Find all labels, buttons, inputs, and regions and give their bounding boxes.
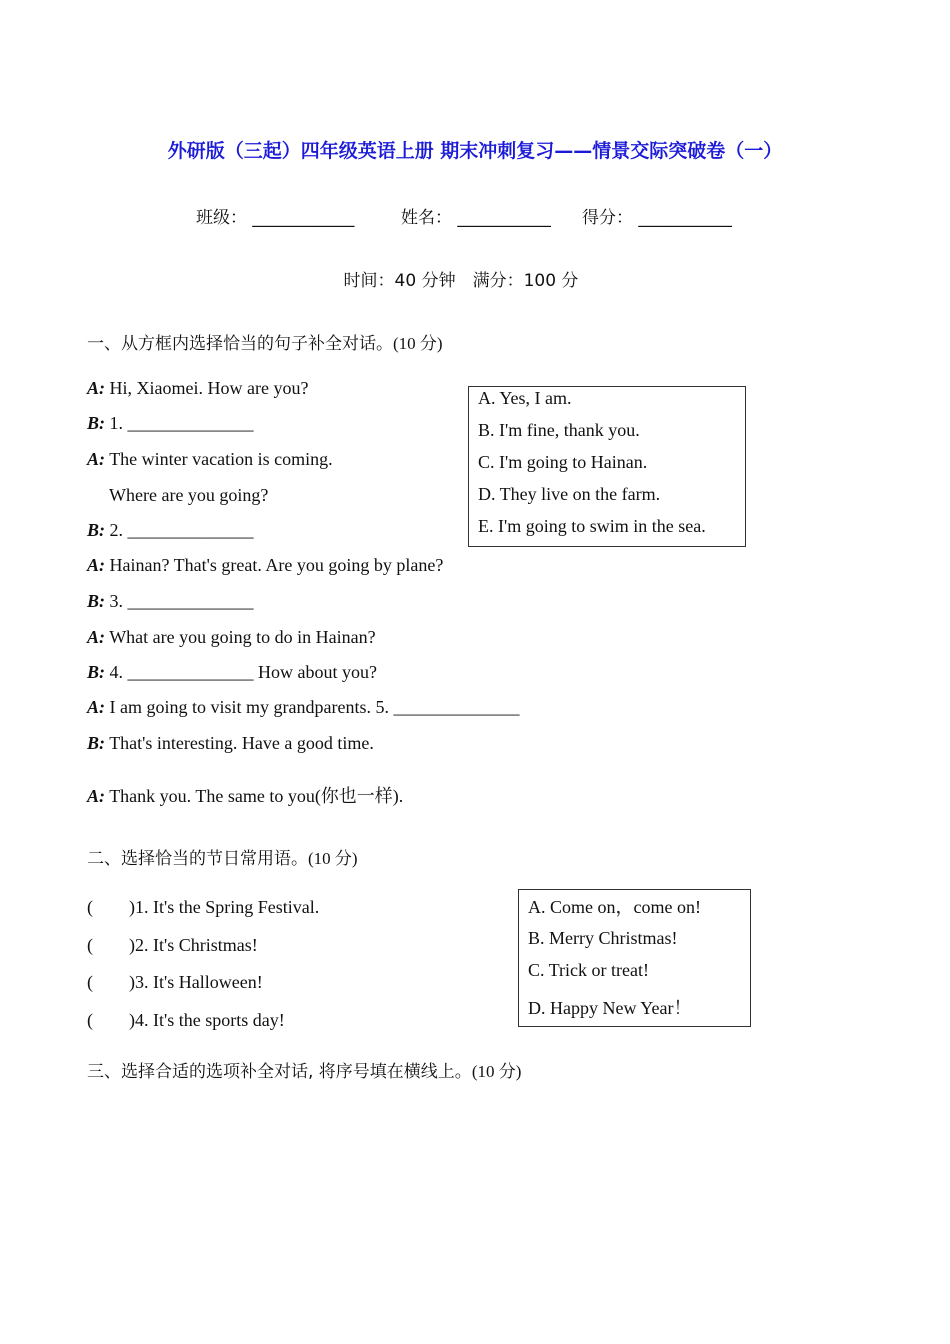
dialogue-line [87, 378, 308, 399]
section1-heading [87, 329, 443, 354]
speaker-label: B: [87, 733, 105, 753]
class-blank: ____________ [252, 208, 355, 228]
dialogue-line [87, 591, 254, 612]
option-item: B. I'm fine, thank you. [478, 420, 640, 440]
option-item: D. Happy New Year！ [528, 998, 692, 1018]
section1-options-box [468, 386, 746, 547]
score-blank: ___________ [638, 208, 732, 228]
option-item: E. I'm going to swim in the sea. [478, 516, 706, 536]
class-label: 班级： [196, 208, 247, 228]
page-title: 外研版（三起）四年级英语上册 期末冲刺复习——情景交际突破卷（一） [167, 140, 783, 162]
dialogue-text: Hainan? That's great. Are you going by plane? [109, 555, 444, 575]
class-field [196, 203, 354, 228]
time-score-line: 时间：40 分钟 满分：100 分 [343, 271, 579, 291]
score-label: 得分： [582, 208, 633, 228]
name-field [401, 203, 551, 228]
dialogue-text: That's interesting. Have a good time. [109, 733, 374, 753]
speaker-label: B: [87, 662, 105, 682]
question-item: ( )4. It's the sports day! [87, 1010, 285, 1030]
speaker-label: A: [87, 627, 105, 647]
score-field [582, 203, 732, 228]
section3-points: (10 分) [471, 1062, 522, 1081]
dialogue-line [87, 555, 443, 576]
speaker-label: B: [87, 520, 105, 540]
speaker-label: A: [87, 555, 105, 575]
speaker-label: A: [87, 378, 105, 398]
section1-heading-text: 一、从方框内选择恰当的句子补全对话。 [87, 334, 393, 354]
section3-heading [87, 1057, 521, 1082]
speaker-label: B: [87, 413, 105, 433]
section2-heading [87, 844, 358, 869]
dialogue-text: 1. ______________ [109, 413, 254, 433]
dialogue-text: Hi, Xiaomei. How are you? [109, 378, 309, 398]
section3-heading-text: 三、选择合适的选项补全对话, 将序号填在横线上。 [87, 1062, 472, 1082]
dialogue-line [87, 662, 377, 683]
section1-points: (10 分) [393, 334, 443, 353]
name-blank: ___________ [457, 208, 551, 228]
dialogue-text: The winter vacation is coming. [109, 449, 333, 469]
option-item: B. Merry Christmas! [528, 928, 678, 948]
dialogue-text: 3. ______________ [109, 591, 254, 611]
question-item: ( )1. It's the Spring Festival. [87, 897, 320, 917]
section2-points: (10 分) [308, 849, 358, 868]
dialogue-text: Thank you. The same to you(你也一样). [109, 786, 404, 806]
section2-heading-text: 二、选择恰当的节日常用语。 [87, 849, 308, 869]
section2-options-box [518, 889, 751, 1027]
option-item: A. Come on，come on! [528, 897, 701, 917]
question-item: ( )2. It's Christmas! [87, 935, 258, 955]
dialogue-line [87, 449, 333, 470]
option-item: C. I'm going to Hainan. [478, 452, 648, 472]
option-item: C. Trick or treat! [528, 960, 649, 980]
dialogue-line [87, 627, 376, 648]
dialogue-line [87, 782, 403, 808]
question-item: ( )3. It's Halloween! [87, 972, 263, 992]
dialogue-line [87, 697, 519, 718]
speaker-label: B: [87, 591, 105, 611]
dialogue-line [87, 520, 254, 541]
dialogue-text: What are you going to do in Hainan? [109, 627, 376, 647]
speaker-label: A: [87, 697, 105, 717]
speaker-label: A: [87, 786, 105, 806]
name-label: 姓名： [401, 208, 452, 228]
dialogue-text: 2. ______________ [109, 520, 254, 540]
dialogue-line [87, 413, 254, 434]
dialogue-line [109, 485, 268, 506]
dialogue-text: I am going to visit my grandparents. 5. ______________ [109, 697, 520, 717]
option-item: A. Yes, I am. [478, 388, 572, 408]
speaker-label: A: [87, 449, 105, 469]
dialogue-text: 4. ______________ How about you? [109, 662, 377, 682]
option-item: D. They live on the farm. [478, 484, 661, 504]
dialogue-text: Where are you going? [109, 485, 269, 505]
dialogue-line [87, 733, 374, 754]
